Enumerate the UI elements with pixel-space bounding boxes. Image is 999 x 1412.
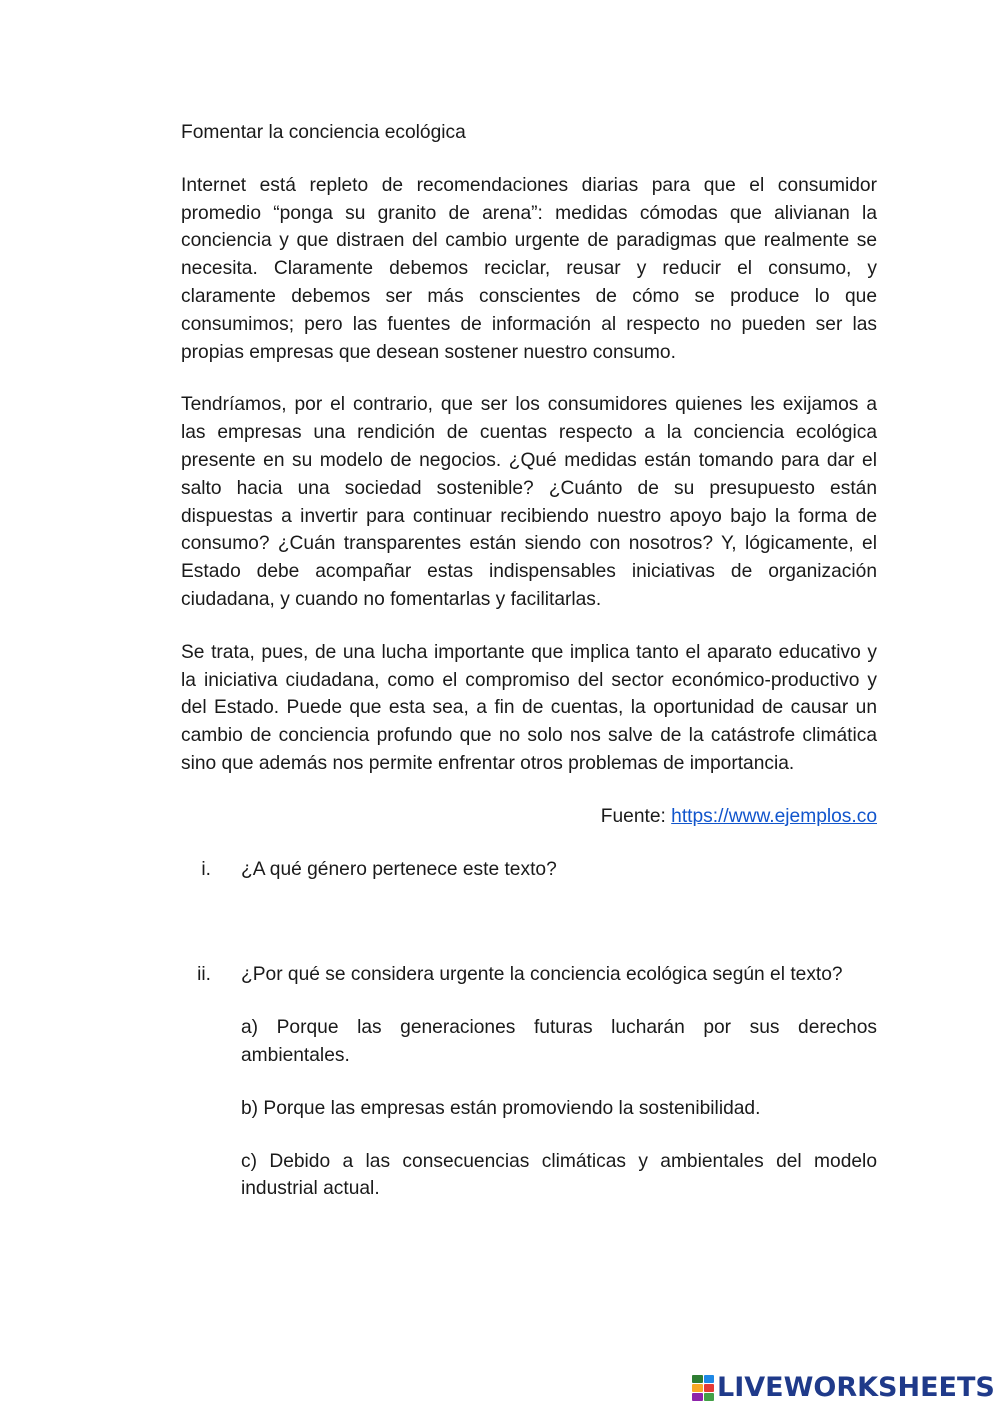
question-1-number: i. [201, 858, 211, 880]
question-2 [181, 961, 877, 989]
worksheet-page [181, 119, 877, 1228]
source-line [181, 803, 877, 831]
paragraph-1: Internet está repleto de recomendaciones diarias para que el consumidor promedio “ponga su granito de arena”: medidas cómodas que alivianan la conciencia y que distraen del cambio urgente de paradigmas que realmente se necesita. Claramente debemos reciclar, reusar y reducir el consumo, y claramente debemos ser más conscientes de cómo se produce lo que consumimos; pero las fuentes de información al respecto no pueden ser las propias empresas que desean sostener nuestro consumo. [181, 174, 877, 363]
logo-block [692, 1375, 703, 1383]
option-b[interactable]: b) Porque las empresas están promoviendo la sostenibilidad. [241, 1097, 761, 1119]
logo-block [692, 1384, 703, 1392]
paragraph-2: Tendríamos, por el contrario, que ser los consumidores quienes les exijamos a las empresas una rendición de cuentas respecto a la conciencia ecológica presente en su modelo de negocios. ¿Qué medidas están tomando para dar el salto hacia una sociedad sostenible? ¿Cuánto de su presupuesto están dispuestas a invertir para continuar recibiendo nuestro apoyo bajo la forma de consumo? ¿Cuán transparentes están siendo con nosotros? Y, lógicamente, el Estado debe acompañar estas indispensables iniciativas de organización ciudadana, y cuando no fomentarlas y facilitarlas. [181, 394, 877, 610]
option-a[interactable]: a) Porque las generaciones futuras lucharán por sus derechos ambientales. [241, 1017, 877, 1066]
paragraph-3: Se trata, pues, de una lucha importante que implica tanto el aparato educativo y la iniciativa ciudadana, como el compromiso del sector económico-productivo y del Estado. Puede que esta sea, a fin de cuentas, la oportunidad de causar un cambio de conciencia profundo que no solo nos salve de la catástrofe climática sino que además nos permite enfrentar otros problemas de importancia. [181, 641, 877, 774]
source-link[interactable]: https://www.ejemplos.co [671, 805, 877, 827]
logo-block [704, 1384, 715, 1392]
logo-block [692, 1393, 703, 1401]
question-2-number: ii. [197, 964, 211, 986]
liveworksheets-logo-icon [692, 1375, 714, 1401]
source-label: Fuente: [600, 805, 672, 827]
option-c[interactable]: c) Debido a las consecuencias climáticas y ambientales del modelo industrial actual. [241, 1150, 877, 1200]
question-1-text: ¿A qué género pertenece este texto? [241, 858, 557, 880]
logo-block [704, 1393, 715, 1401]
brand-name: LIVEWORKSHEETS [717, 1372, 995, 1403]
logo-block [704, 1375, 715, 1383]
liveworksheets-brand [692, 1372, 995, 1404]
document-title: Fomentar la conciencia ecológica [181, 122, 466, 143]
question-2-text: ¿Por qué se considera urgente la conciencia ecológica según el texto? [241, 964, 843, 986]
question-1 [181, 856, 877, 884]
